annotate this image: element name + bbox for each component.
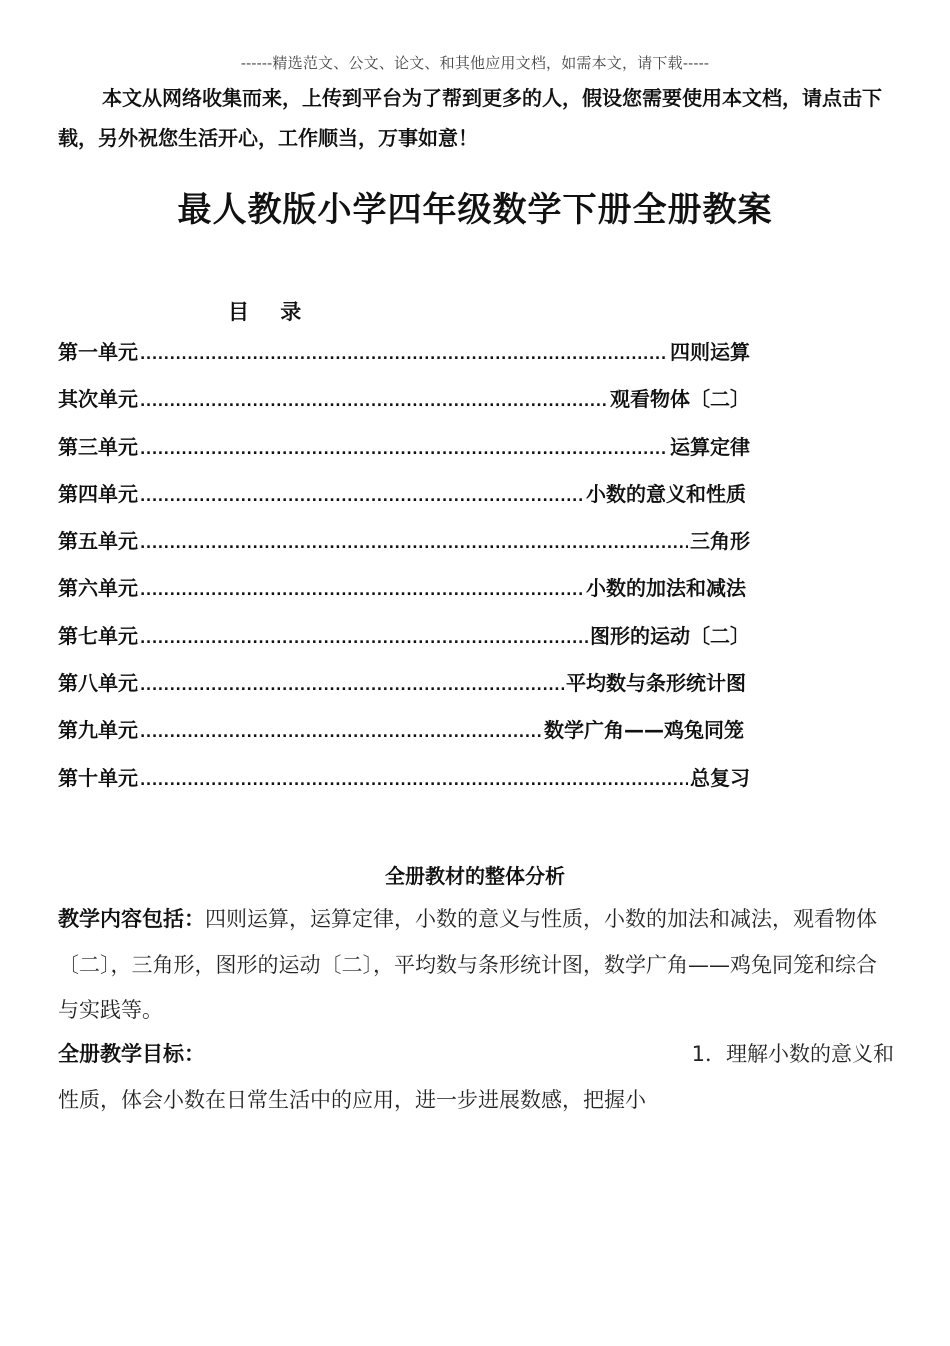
document-title: 最人教版小学四年级数学下册全册教案 (177, 190, 773, 230)
toc-item (58, 620, 750, 667)
toc-unit: 第六单元 (58, 576, 138, 601)
goal-1-rest: 性质，体会小数在日常生活中的应用，进一步进展数感，把握小 (58, 1087, 646, 1112)
toc-leader (140, 529, 688, 557)
goals-paragraph (58, 1032, 894, 1123)
toc-item (58, 762, 750, 809)
toc-item (58, 431, 750, 478)
download-banner: ------精选范文、公文、论文、和其他应用文档，如需本文，请下载----- (240, 54, 710, 72)
toc-unit: 第五单元 (58, 529, 138, 554)
table-of-contents (58, 336, 758, 809)
toc-unit: 第四单元 (58, 481, 138, 506)
toc-item (58, 525, 750, 572)
toc-leader (140, 576, 584, 604)
toc-topic: 图形的运动〔二〕 (590, 623, 750, 648)
toc-unit: 第九单元 (58, 718, 138, 743)
toc-topic: 小数的意义和性质 (586, 481, 746, 506)
toc-topic: 平均数与条形统计图 (566, 671, 746, 696)
section-heading: 全册教材的整体分析 (385, 864, 565, 888)
toc-topic: 总复习 (690, 765, 750, 790)
toc-topic: 数学广角——鸡兔同笼 (544, 718, 744, 743)
content-paragraph (58, 897, 894, 1034)
goal-1-start: 1．理解小数的意义和 (691, 1042, 894, 1066)
toc-unit: 第十单元 (58, 765, 138, 790)
toc-unit: 第八单元 (58, 671, 138, 696)
toc-item (58, 572, 746, 619)
toc-topic: 运算定律 (670, 434, 750, 459)
toc-item (58, 667, 746, 714)
toc-item (58, 714, 744, 761)
toc-leader (140, 671, 564, 699)
toc-unit: 第七单元 (58, 623, 138, 648)
content-label: 教学内容包括： (58, 907, 205, 931)
toc-item (58, 336, 750, 383)
toc-leader (140, 435, 668, 463)
toc-topic: 四则运算 (670, 340, 750, 364)
toc-unit: 第三单元 (58, 434, 138, 459)
toc-unit: 其次单元 (58, 387, 138, 412)
download-notice: 本文从网络收集而来，上传到平台为了帮到更多的人，假设您需要使用本文档，请点击下载，另外祝您生活开心，工作顺当，万事如意！ (58, 86, 882, 150)
toc-topic: 观看物体〔二〕 (610, 387, 750, 412)
toc-leader (140, 766, 688, 794)
toc-topic: 小数的加法和减法 (586, 576, 746, 601)
toc-leader (140, 718, 542, 746)
toc-leader (140, 387, 608, 415)
toc-leader (140, 482, 584, 510)
toc-leader (140, 624, 588, 652)
toc-leader (140, 340, 668, 368)
toc-heading: 目 录 (228, 300, 314, 324)
toc-topic: 三角形 (690, 529, 750, 554)
toc-unit: 第一单元 (58, 340, 138, 364)
goals-first-line (58, 1032, 894, 1078)
content-text: 四则运算，运算定律，小数的意义与性质，小数的加法和减法，观看物体〔二〕，三角形，图形的运动〔二〕，平均数与条形统计图，数学广角——鸡兔同笼和综合与实践等。 (58, 907, 877, 1022)
toc-item (58, 383, 750, 430)
toc-item (58, 478, 746, 525)
goals-label: 全册教学目标： (58, 1042, 205, 1066)
